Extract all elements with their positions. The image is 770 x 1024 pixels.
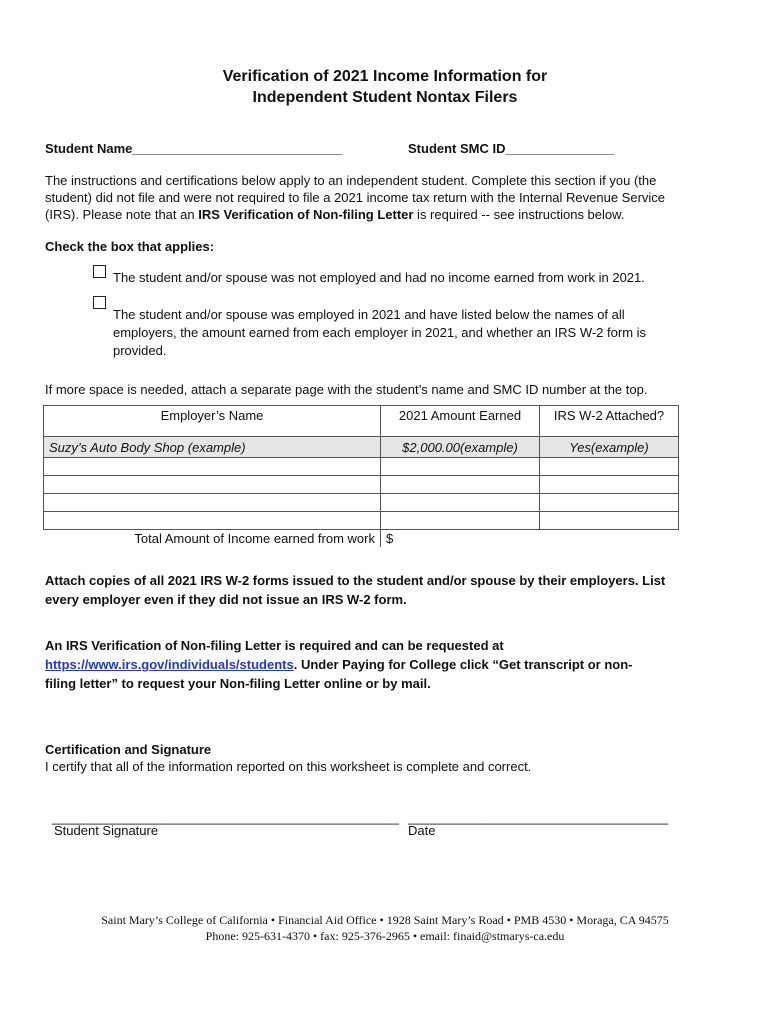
total-value[interactable]: $ xyxy=(381,530,540,548)
table-header-row xyxy=(44,406,679,437)
total-blank xyxy=(540,530,679,548)
option-2-line-2: employers, the amount earned from each employer in 2021, and whether an IRS W-2 form is xyxy=(113,325,647,340)
employer-cell[interactable] xyxy=(44,494,381,512)
amount-cell[interactable] xyxy=(381,476,540,494)
nonfiling-line-3: filing letter” to request your Non-filing Letter online or by mail. xyxy=(45,676,431,691)
attach-line-1: Attach copies of all 2021 IRS W-2 forms issued to the student and/or spouse by their employers. List xyxy=(45,573,666,588)
date-label: Date xyxy=(408,823,436,838)
nonfiling-line-2-post: . Under Paying for College click “Get transcript or non- xyxy=(293,657,633,672)
table-row xyxy=(44,458,679,476)
total-label: Total Amount of Income earned from work xyxy=(44,530,381,548)
header-employer-name: Employer’s Name xyxy=(44,406,381,437)
title-line-2: Independent Student Nontax Filers xyxy=(252,89,518,106)
employer-cell[interactable] xyxy=(44,512,381,530)
amount-cell[interactable] xyxy=(381,512,540,530)
student-id-field[interactable]: Student SMC ID_______________ xyxy=(408,141,614,156)
w2-cell[interactable] xyxy=(540,494,679,512)
certification-heading: Certification and Signature xyxy=(45,742,212,757)
space-note: If more space is needed, attach a separate page with the student’s name and SMC ID number at the top. xyxy=(45,382,648,397)
employer-table xyxy=(43,405,679,547)
option-2-line-3: provided. xyxy=(113,343,167,358)
date-line[interactable]: ____________________________________ xyxy=(408,810,669,825)
intro-line-3-pre: (IRS). Please note that an xyxy=(45,207,199,222)
table-row xyxy=(44,512,679,530)
example-employer: Suzy’s Auto Body Shop (example) xyxy=(44,437,381,458)
employer-cell[interactable] xyxy=(44,458,381,476)
footer-line-2: Phone: 925-631-4370 • fax: 925-376-2965 • email: finaid@stmarys-ca.edu xyxy=(205,929,565,943)
amount-cell[interactable] xyxy=(381,494,540,512)
w2-cell[interactable] xyxy=(540,458,679,476)
intro-line-3 xyxy=(45,206,624,223)
employer-cell[interactable] xyxy=(44,476,381,494)
certification-text: I certify that all of the information reported on this worksheet is complete and correct. xyxy=(45,759,532,774)
header-amount-earned: 2021 Amount Earned xyxy=(381,406,540,437)
intro-line-2: student) did not file and were not required to file a 2021 income tax return with the Internal Revenue Service xyxy=(45,190,666,205)
intro-line-1: The instructions and certifications below apply to an independent student. Complete this section if you (the xyxy=(45,173,657,188)
example-amount: $2,000.00(example) xyxy=(381,437,540,458)
table-row xyxy=(44,476,679,494)
amount-cell[interactable] xyxy=(381,458,540,476)
student-name-field[interactable]: Student Name_____________________________ xyxy=(45,141,343,156)
table-row xyxy=(44,437,679,458)
total-row xyxy=(44,530,679,548)
example-w2: Yes(example) xyxy=(540,437,679,458)
option-2-line-1: The student and/or spouse was employed in 2021 and have listed below the names of all xyxy=(113,307,625,322)
nonfiling-line-1: An IRS Verification of Non-filing Letter is required and can be requested at xyxy=(45,638,504,653)
intro-line-3-post: is required -- see instructions below. xyxy=(413,207,625,222)
check-heading: Check the box that applies: xyxy=(45,239,215,254)
option-1-label: The student and/or spouse was not employed and had no income earned from work in 2021. xyxy=(113,270,645,285)
w2-cell[interactable] xyxy=(540,512,679,530)
w2-cell[interactable] xyxy=(540,476,679,494)
attach-line-2: every employer even if they did not issue an IRS W-2 form. xyxy=(45,592,407,607)
option-1-checkbox[interactable] xyxy=(93,265,106,278)
signature-line[interactable]: ________________________________________________ xyxy=(52,810,400,825)
title-line-1: Verification of 2021 Income Information for xyxy=(222,68,548,85)
option-2-checkbox[interactable] xyxy=(93,296,106,309)
intro-line-3-bold: IRS Verification of Non-filing Letter xyxy=(198,207,414,222)
header-w2-attached: IRS W-2 Attached? xyxy=(540,406,679,437)
signature-label: Student Signature xyxy=(54,823,159,838)
nonfiling-line-2 xyxy=(45,656,633,673)
table-row xyxy=(44,494,679,512)
footer-line-1: Saint Mary’s College of California • Financial Aid Office • 1928 Saint Mary’s Road • PMB 4530 • Moraga, CA 94575 xyxy=(101,913,669,927)
irs-link[interactable]: https://www.irs.gov/individuals/students xyxy=(45,657,294,672)
